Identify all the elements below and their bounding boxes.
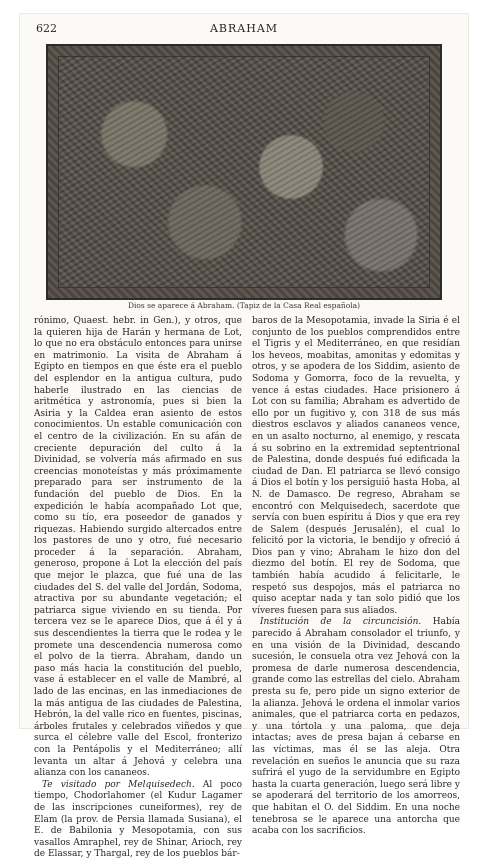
section-heading-melquisedech: Te visitado por Melquisedech. xyxy=(42,779,195,790)
tapestry-border xyxy=(58,56,430,288)
left-paragraph-2-text: Al poco tiempo, Chodorlahomer (el Kudur Lagamer de las inscripciones cuneiformes), rey de Elam (la prov. de Persia llamada Susiana), el E. de Babilonia y Mesopotamia, con sus vasallos Amraphel, rey de Shinar, Arioch, rey de Elassar, y Thargal, rey de los pueblos bár- xyxy=(34,779,242,860)
text-columns xyxy=(34,316,460,860)
right-column xyxy=(252,316,460,837)
page-number: 622 xyxy=(36,22,57,35)
right-paragraph-2 xyxy=(252,617,460,837)
left-column xyxy=(34,316,242,860)
right-paragraph-2-text: Había parecido á Abraham consolador el triunfo, y en una visión de la Divinidad, descando sucesión, le consuela otra vez Jehová con la promesa de darle numerosa descendencia, grande como las estrellas del cielo. Abraham presta su fe, pero pide un signo exterior de la alianza. Jehová le ordena el inmolar varios animales, que el patriarca corta en pedazos, y una tórtola y una paloma, que deja intactas; aves de presa bajan á cebarse en las víctimas, mas él se las aleja. Otra revelación en sueños le anuncia que su raza sufrirá el yugo de la servidumbre en Egipto hasta la cuarta generación, luego será libre y se apoderará del territorio de los amorreos, que habitan el O. del Siddim. En una noche tenebrosa se le aparece una antorcha que acaba con los sacrificios. xyxy=(252,617,460,837)
tapestry-illustration xyxy=(46,44,442,300)
running-header xyxy=(36,22,452,38)
illustration-caption: Dios se aparece á Abraham. (Tapiz de la Casa Real española) xyxy=(127,301,361,310)
book-page xyxy=(20,14,468,860)
running-title: ABRAHAM xyxy=(209,22,279,35)
section-heading-circuncision: Institución de la circuncisión. xyxy=(260,617,422,628)
left-paragraph-2 xyxy=(34,780,242,861)
right-paragraph-1: baros de la Mesopotamia, invade la Siria é el conjunto de los pueblos comprendidos entre el Tigris y el Mediterráneo, en que residían los heveos, moabitas, amonitas y edomitas y otros, y se apodera de los Siddim, asiento de Sodoma y Gomorra, foco de la revuelta, y vence á estas ciudades. Hace prisionero á Lot con su familia; Abraham es advertido de ello por un fugitivo y, con 318 de sus más diestros esclavos y aliados cananeos vence, en un asalto nocturno, al enemigo, y rescata á su sobrino en la extremidad septentrional de Palestina, donde después fué edificada la ciudad de Dan. El patriarca se llevó consigo á Dios el botín y los persiguió hasta Hoba, al N. de Damasco. De regreso, Abraham se encontró con Melquisedech, sacerdote que servía con buen espíritu á Dios y que era rey de Salem (después Jerusalén), el cual lo felicitó por la victoria, le bendijo y ofreció á Dios pan y vino; Abraham le hizo don del diezmo del botín. El rey de Sodoma, que también había acudido á felicitarle, le respetó sus despojos, más el patriarca no quiso aceptar nada y tan solo pidió que los víveres fuesen para sus aliados. xyxy=(252,316,460,616)
left-paragraph-1: rónimo, Quaest. hebr. in Gen.), y otros, que la quieren hija de Harán y hermana de Lot, lo que no era obstáculo entonces para unirse en matrimonio. La visita de Abraham á Egipto en tiempos en que éste era el pueblo del esplendor en la antigua cultura, pudo haberle ilustrado en las ciencias de aritmética y astronomía, pues si bien la Asiria y la Caldea eran asiento de estos conocimientos. Un estable comunicación con el centro de la civilización. En su afán de creciente depuración del culto á la Divinidad, se volvería más afirmado en sus creencias monoteístas y más próximamente preparado para ser instrumento de la fundación del pueblo de Dios. En la expedición le había acompañado Lot que, como su tío, era poseedor de ganados y riquezas. Habiendo surgido altercados entre los pastores de uno y otro, fué necesario proceder á la separación. Abraham, generoso, propone á Lot la elección del país que mejor le plazca, que fué una de las ciudades del S. del valle del Jordán, Sodoma, atractiva por su abundante vegetación; el patriarca sigue viviendo en su tienda. Por tercera vez se le aparece Dios, que á él y á sus descendientes la tierra que le rodea y le promete una descendencia numerosa como el polvo de la tierra. Abraham, dando un paso más hacia la constitución del pueblo, vase á establecer en el valle de Mambré, al lado de las encinas, en las inmediaciones de la más antigua de las ciudades de Palestina, Hebrón, la del valle rico en fuentes, piscinas, árboles frutales y celebrados viñedos y que surca el célebre valle del Escol, fronterizo con la Pentápolis y el Mediterráneo; allí levanta un altar á Jehová y celebra una alianza con los cananeos. xyxy=(34,316,242,779)
